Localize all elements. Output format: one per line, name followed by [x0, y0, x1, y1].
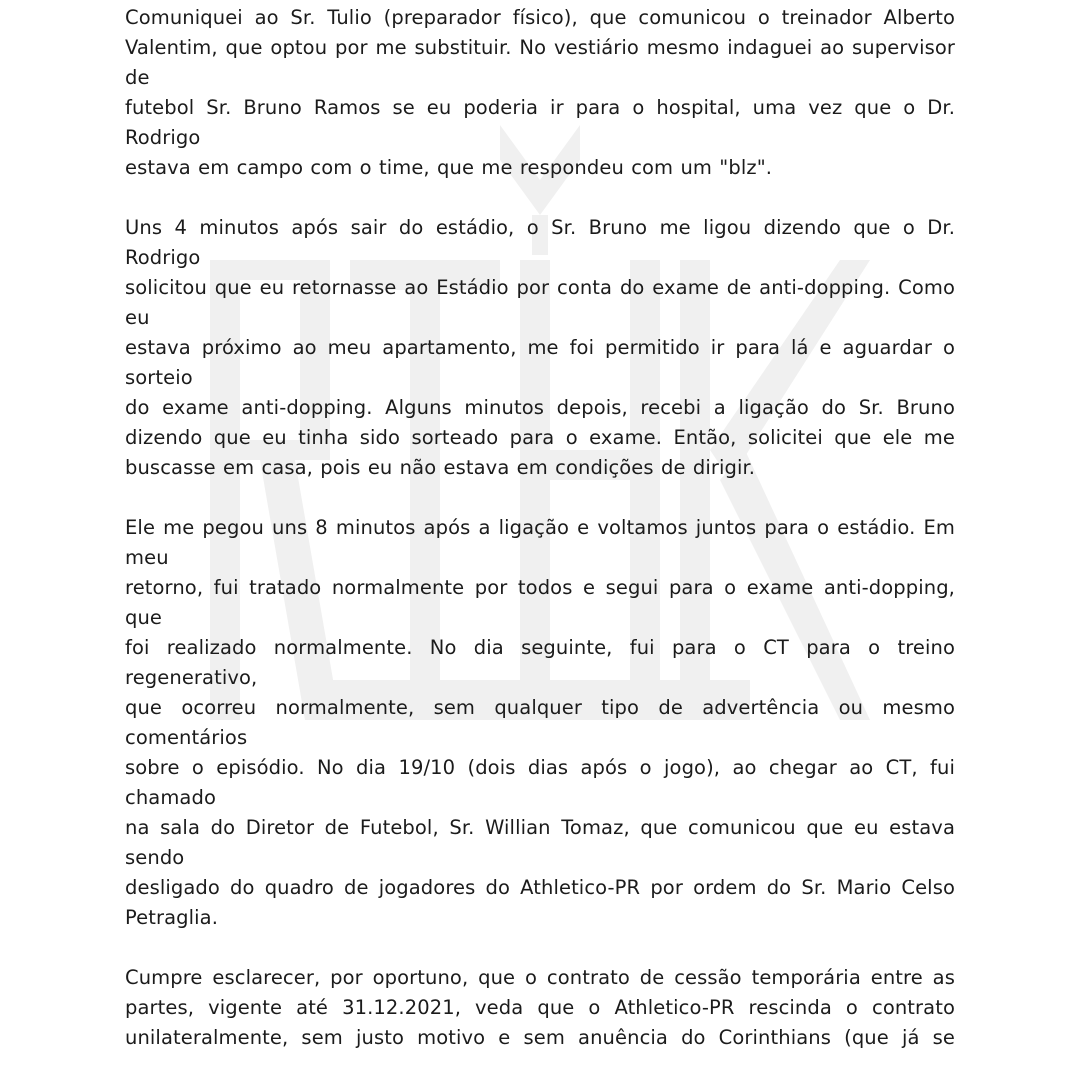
text-line: buscasse em casa, pois eu não estava em condições de dirigir. — [125, 456, 756, 479]
text-line: na sala do Diretor de Futebol, Sr. Willian Tomaz, que comunicou que eu estava sendo — [125, 816, 955, 869]
paragraph-2 — [125, 213, 955, 483]
text-line: foi realizado normalmente. No dia seguinte, fui para o CT para o treino regenerativo, — [125, 636, 955, 689]
text-line: do exame anti-dopping. Alguns minutos depois, recebi a ligação do Sr. Bruno — [125, 396, 955, 419]
text-line: sobre o episódio. No dia 19/10 (dois dias após o jogo), ao chegar ao CT, fui chamado — [125, 756, 955, 809]
text-line: que ocorreu normalmente, sem qualquer tipo de advertência ou mesmo comentários — [125, 696, 955, 749]
paragraph-4 — [125, 963, 955, 1053]
text-line: partes, vigente até 31.12.2021, veda que o Athletico-PR rescinda o contrato — [125, 996, 955, 1019]
text-line: unilateralmente, sem justo motivo e sem anuência do Corinthians (que já se — [125, 1026, 955, 1049]
letter-body — [125, 3, 955, 1083]
text-line: estava em campo com o time, que me respondeu com um "blz". — [125, 156, 773, 179]
paragraph-3 — [125, 513, 955, 933]
text-line: Cumpre esclarecer, por oportuno, que o contrato de cessão temporária entre as — [125, 966, 955, 989]
text-line: retorno, fui tratado normalmente por todos e segui para o exame anti-dopping, que — [125, 576, 955, 629]
text-line: Valentim, que optou por me substituir. No vestiário mesmo indaguei ao supervisor de — [125, 36, 955, 89]
text-line: Comuniquei ao Sr. Tulio (preparador físico), que comunicou o treinador Alberto — [125, 6, 955, 29]
text-line: dizendo que eu tinha sido sorteado para o exame. Então, solicitei que ele me — [125, 426, 955, 449]
text-line: Petraglia. — [125, 906, 219, 929]
text-line: solicitou que eu retornasse ao Estádio por conta do exame de anti-dopping. Como eu — [125, 276, 955, 329]
text-line: futebol Sr. Bruno Ramos se eu poderia ir para o hospital, uma vez que o Dr. Rodrigo — [125, 96, 955, 149]
text-line: estava próximo ao meu apartamento, me foi permitido ir para lá e aguardar o sorteio — [125, 336, 955, 389]
text-line: Uns 4 minutos após sair do estádio, o Sr. Bruno me ligou dizendo que o Dr. Rodrigo — [125, 216, 955, 269]
text-line: desligado do quadro de jogadores do Athletico-PR por ordem do Sr. Mario Celso — [125, 876, 955, 899]
text-line: Ele me pegou uns 8 minutos após a ligação e voltamos juntos para o estádio. Em meu — [125, 516, 955, 569]
paragraph-1 — [125, 3, 955, 183]
